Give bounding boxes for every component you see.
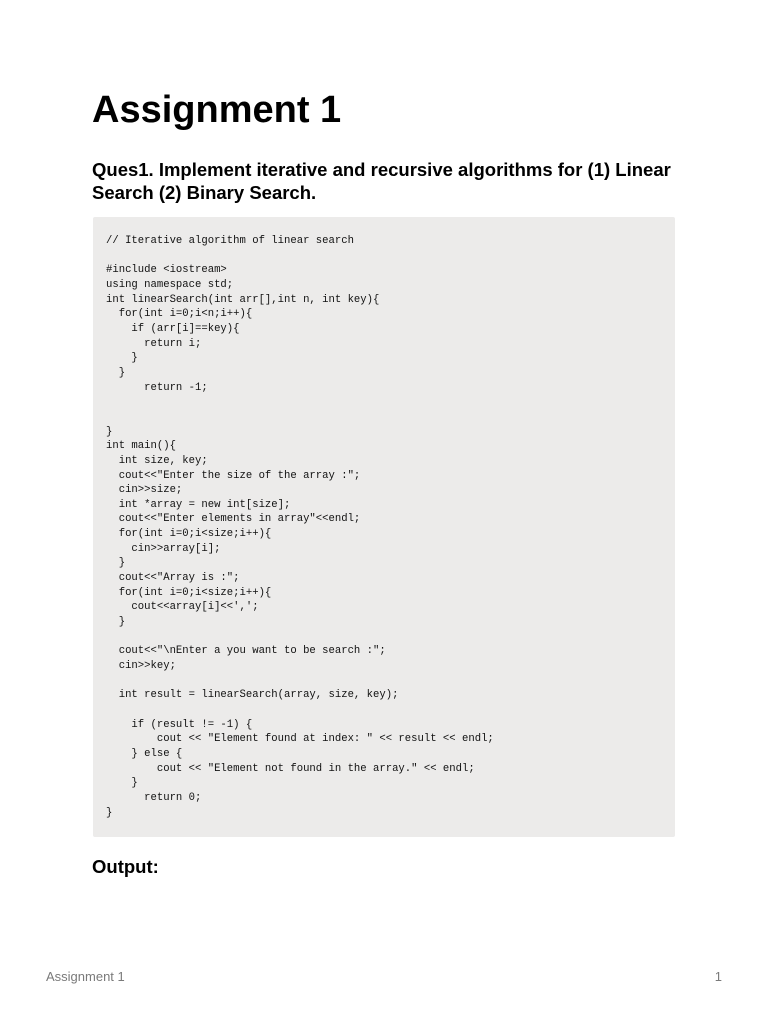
footer-document-title: Assignment 1 xyxy=(46,969,125,984)
footer-page-number: 1 xyxy=(714,969,722,984)
code-listing: // Iterative algorithm of linear search #include <iostream> using namespace std; int linearSearch(int arr[],int n, int key){ for(int i=0;i<n;i++){ if (arr[i]==key){ return i; } } return -1; } int main(){ int size, key; cout<<"Enter the size of the array :"; cin>>size; int *array = new int[size]; cout<<"Enter elements in array"<<endl; for(int i=0;i<size;i++){ cin>>array[i]; } cout<<"Array is :"; for(int i=0;i<size;i++){ cout<<array[i]<<','; } cout<<"\nEnter a you want to be search :"; cin>>key; int result = linearSearch(array, size, key); if (result != -1) { cout << "Element found at index: " << result << endl; } else { cout << "Element not found in the array." << endl; } return 0; } xyxy=(106,235,494,819)
output-heading: Output: xyxy=(92,856,159,877)
code-block xyxy=(93,217,675,837)
question-heading: Ques1. Implement iterative and recursive algorithms for (1) Linear Search (2) Binary Search. xyxy=(92,159,671,203)
page-title: Assignment 1 xyxy=(92,89,342,131)
